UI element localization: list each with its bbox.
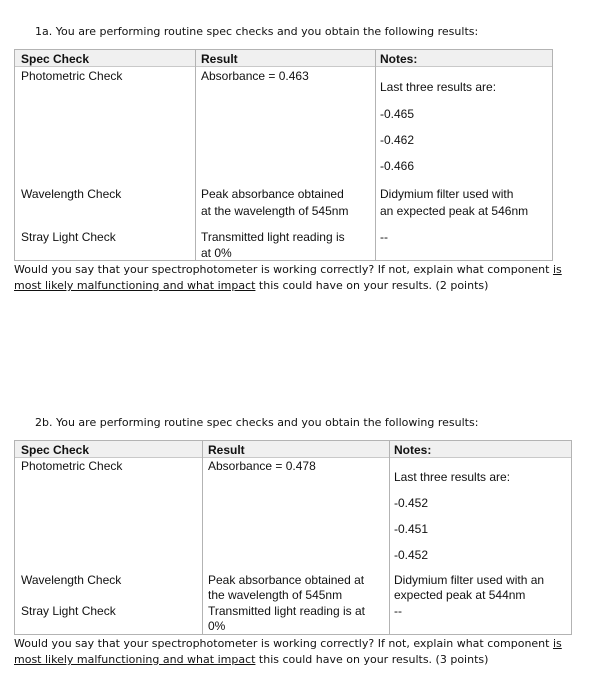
q1-wavelength-notes-line2: an expected peak at 546nm: [380, 204, 529, 218]
q2-header-result: Result: [208, 443, 245, 457]
q1-stray-label: Stray Light Check: [21, 230, 116, 244]
q1-question: Would you say that your spectrophotometer is working correctly? If not, explain what component is most likely malfunctioning and what impact this could have on your results. (2 points): [14, 263, 562, 292]
q1-wavelength-result-line2: at the wavelength of 545nm: [201, 204, 349, 218]
q2-photometric-result: Absorbance = 0.478: [208, 459, 316, 473]
q2-spec-table: [14, 440, 572, 635]
q2-wavelength-notes-line2: expected peak at 544nm: [394, 588, 526, 602]
q1-wavelength-result-line1: Peak absorbance obtained: [201, 187, 344, 201]
q2-title: 2b. You are performing routine spec checks and you obtain the following results:: [35, 416, 479, 429]
q2-header-notes: Notes:: [394, 443, 432, 457]
q1-stray-result-line2: at 0%: [201, 246, 232, 260]
q2-stray-result-line1: Transmitted light reading is at: [208, 604, 365, 618]
q2-wavelength-result-line2: the wavelength of 545nm: [208, 588, 343, 602]
q1-wavelength-label: Wavelength Check: [21, 187, 122, 201]
q1-header-notes: Notes:: [380, 52, 418, 66]
q1-stray-result-line1: Transmitted light reading is: [201, 230, 345, 244]
q1-spec-table: [14, 49, 553, 261]
q2-photometric-value: -0.452: [394, 548, 429, 562]
q2-stray-notes: --: [394, 604, 402, 618]
q1-stray-notes: --: [380, 230, 388, 244]
q1-title: 1a. You are performing routine spec checks and you obtain the following results:: [35, 25, 479, 38]
q2-photometric-value: -0.451: [394, 522, 429, 536]
q1-photometric-value: -0.465: [380, 107, 415, 121]
q2-stray-result-line2: 0%: [208, 619, 226, 633]
q1-wavelength-notes-line1: Didymium filter used with: [380, 187, 514, 201]
q2-wavelength-notes-line1: Didymium filter used with an: [394, 573, 545, 587]
q2-column-divider: [202, 441, 203, 634]
q2-photometric-value: -0.452: [394, 496, 429, 510]
q1-photometric-value: -0.466: [380, 159, 415, 173]
q2-question: Would you say that your spectrophotometer is working correctly? If not, explain what component is most likely malfunctioning and what impact this could have on your results. (3 points): [14, 637, 562, 666]
q1-column-divider: [195, 50, 196, 260]
q1-photometric-label: Photometric Check: [21, 69, 123, 83]
q1-photometric-result: Absorbance = 0.463: [201, 69, 309, 83]
q2-photometric-notes-intro: Last three results are:: [394, 470, 511, 484]
q1-header-row: [15, 50, 552, 67]
q2-stray-label: Stray Light Check: [21, 604, 116, 618]
q2-photometric-label: Photometric Check: [21, 459, 123, 473]
q2-wavelength-label: Wavelength Check: [21, 573, 122, 587]
q2-header-row: [15, 441, 571, 458]
q1-header-spec: Spec Check: [21, 52, 90, 66]
q1-photometric-value: -0.462: [380, 133, 415, 147]
q2-column-divider: [389, 441, 390, 634]
q1-header-result: Result: [201, 52, 238, 66]
q2-header-spec: Spec Check: [21, 443, 90, 457]
q1-column-divider: [375, 50, 376, 260]
q1-photometric-notes-intro: Last three results are:: [380, 80, 497, 94]
q2-wavelength-result-line1: Peak absorbance obtained at: [208, 573, 365, 587]
